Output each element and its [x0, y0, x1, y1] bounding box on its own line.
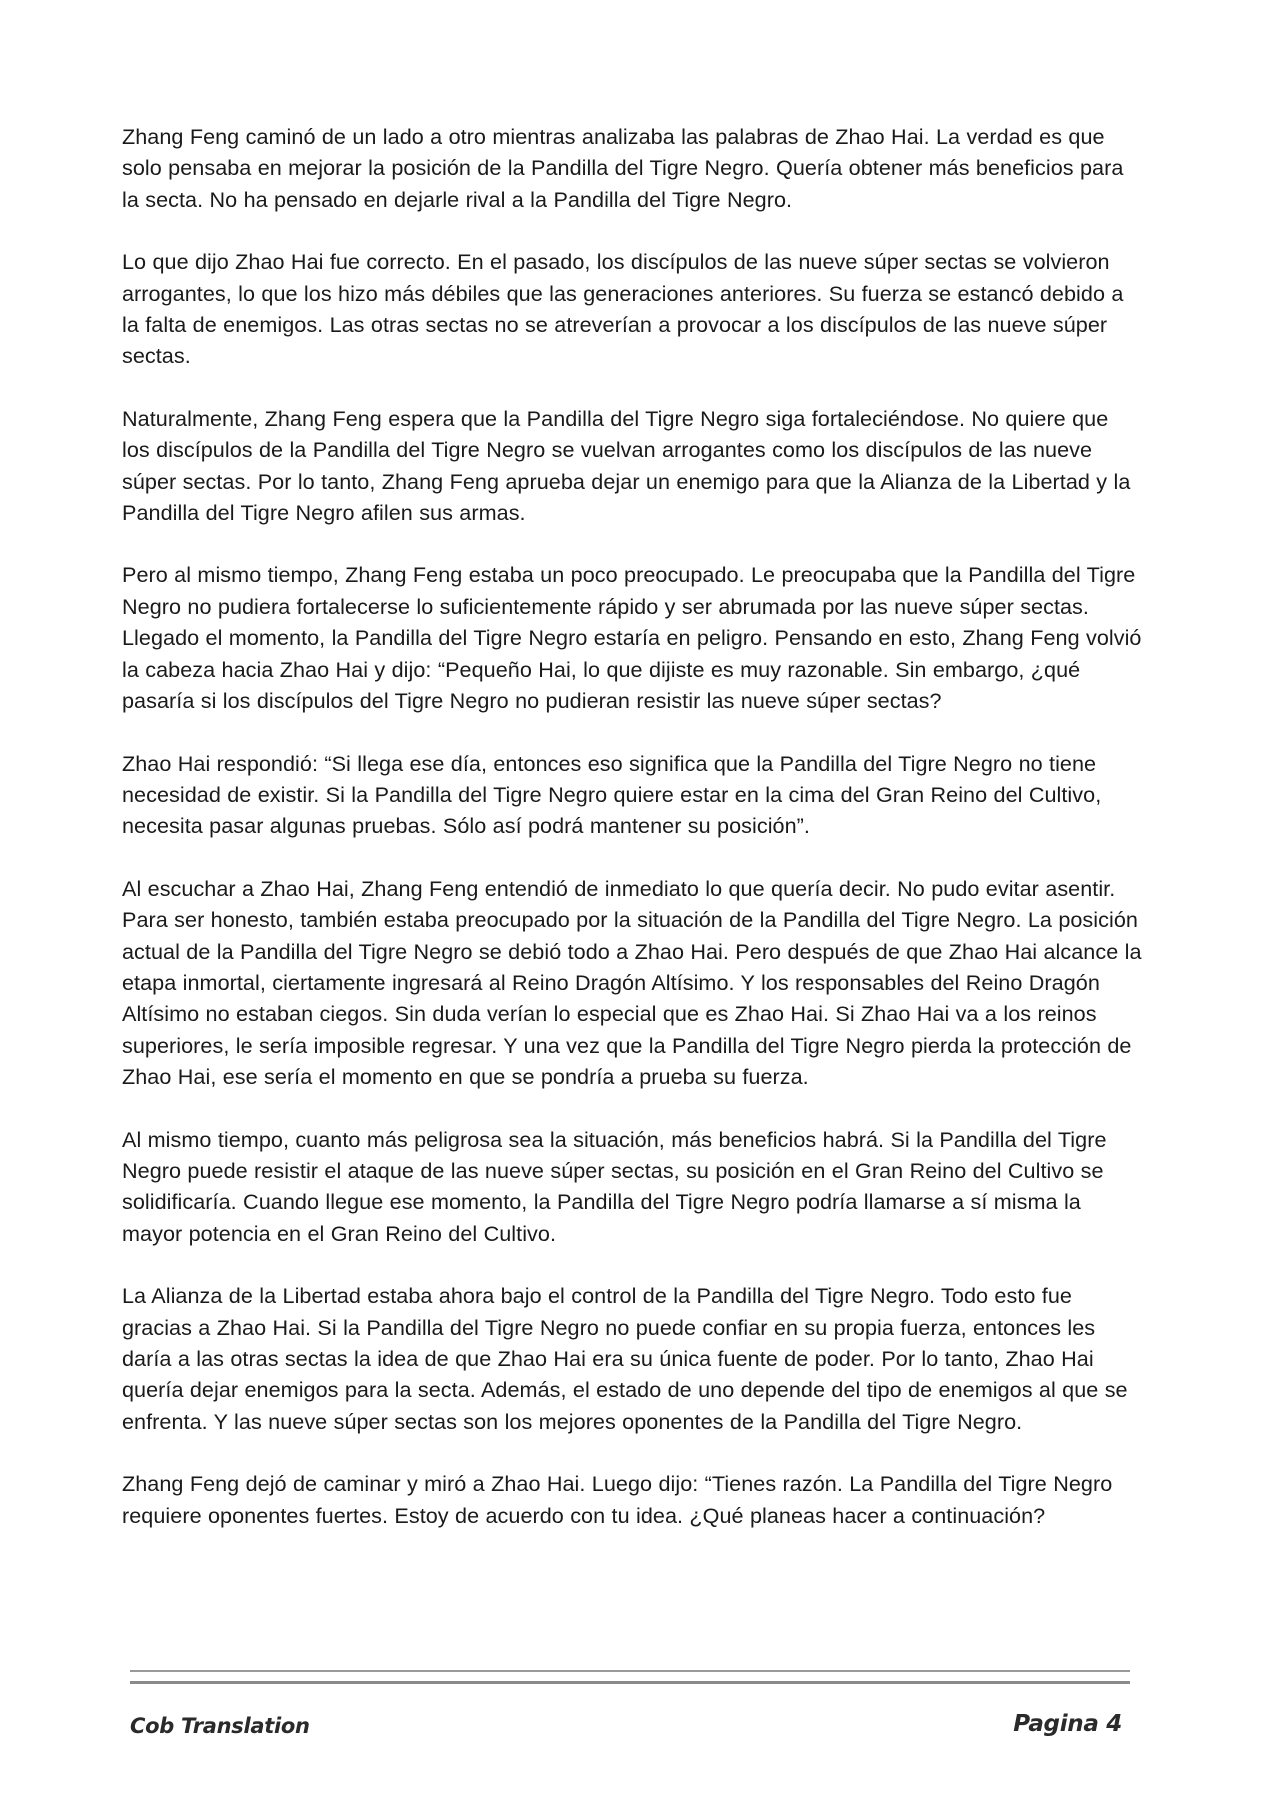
footer-page-number: Pagina 4	[1013, 1711, 1122, 1737]
paragraph: Lo que dijo Zhao Hai fue correcto. En el pasado, los discípulos de las nueve súper sectas se volvieron arrogantes, lo que los hizo más débiles que las generaciones anteriores. Su fuerza se estancó debido a la falta de enemigos. Las otras sectas no se atreverían a provocar a los discípulos de las nueve súper sectas.	[122, 249, 1124, 369]
paragraph: Al mismo tiempo, cuanto más peligrosa sea la situación, más beneficios habrá. Si la Pandilla del Tigre Negro puede resistir el ataque de las nueve súper sectas, su posición en el Gran Reino del Cultivo se solidificaría. Cuando llegue ese momento, la Pandilla del Tigre Negro podría llamarse a sí misma la mayor potencia en el Gran Reino del Cultivo.	[122, 1126, 1107, 1246]
paragraph: Naturalmente, Zhang Feng espera que la Pandilla del Tigre Negro siga fortaleciéndose. No quiere que los discípulos de la Pandilla del Tigre Negro se vuelvan arrogantes como los discípulos de las nueve súper sectas. Por lo tanto, Zhang Feng aprueba dejar un enemigo para que la Alianza de la Libertad y la Pandilla del Tigre Negro afilen sus armas.	[122, 405, 1131, 526]
paragraph: Pero al mismo tiempo, Zhang Feng estaba un poco preocupado. Le preocupaba que la Pandilla del Tigre Negro no pudiera fortalecerse lo suficientemente rápido y ser abrumada por las nueve súper sectas. Llegado el momento, la Pandilla del Tigre Negro estaría en peligro. Pensando en esto, Zhang Feng volvió la cabeza hacia Zhao Hai y dijo: “Pequeño Hai, lo que dijiste es muy razonable. Sin embargo, ¿qué pasaría si los discípulos del Tigre Negro no pudieran resistir las nueve súper sectas?	[122, 562, 1142, 714]
paragraph: Al escuchar a Zhao Hai, Zhang Feng entendió de inmediato lo que quería decir. No pudo evitar asentir. Para ser honesto, también estaba preocupado por la situación de la Pandilla del Tigre Negro. La posición actual de la Pandilla del Tigre Negro se debió todo a Zhao Hai. Pero después de que Zhao Hai alcance la etapa inmortal, ciertamente ingresará al Reino Dragón Altísimo. Y los responsables del Reino Dragón Altísimo no estaban ciegos. Sin duda verían lo especial que es Zhao Hai. Si Zhao Hai va a los reinos superiores, le sería imposible regresar. Y una vez que la Pandilla del Tigre Negro pierda la protección de Zhao Hai, ese sería el momento en que se pondría a prueba su fuerza.	[122, 875, 1142, 1090]
paragraph: Zhang Feng caminó de un lado a otro mientras analizaba las palabras de Zhao Hai. La verdad es que solo pensaba en mejorar la posición de la Pandilla del Tigre Negro. Quería obtener más beneficios para la secta. No ha pensado en dejarle rival a la Pandilla del Tigre Negro.	[122, 124, 1124, 212]
paragraph: La Alianza de la Libertad estaba ahora bajo el control de la Pandilla del Tigre Negro. Todo esto fue gracias a Zhao Hai. Si la Pandilla del Tigre Negro no puede confiar en su propia fuerza, entonces les daría a las otras sectas la idea de que Zhao Hai era su única fuente de poder. Por lo tanto, Zhao Hai quería dejar enemigos para la secta. Además, el estado de uno depende del tipo de enemigos al que se enfrenta. Y las nueve súper sectas son los mejores oponentes de la Pandilla del Tigre Negro.	[122, 1283, 1128, 1434]
document-body	[122, 121, 1142, 1562]
footer-divider-top	[130, 1670, 1130, 1672]
paragraph: Zhang Feng dejó de caminar y miró a Zhao Hai. Luego dijo: “Tienes razón. La Pandilla del Tigre Negro requiere oponentes fuertes. Estoy de acuerdo con tu idea. ¿Qué planeas hacer a continuación?	[122, 1471, 1113, 1528]
paragraph: Zhao Hai respondió: “Si llega ese día, entonces eso significa que la Pandilla del Tigre Negro no tiene necesidad de existir. Si la Pandilla del Tigre Negro quiere estar en la cima del Gran Reino del Cultivo, necesita pasar algunas pruebas. Sólo así podrá mantener su posición”.	[122, 750, 1102, 839]
footer-translator-name: Cob Translation	[130, 1714, 310, 1738]
footer-divider-bottom	[130, 1681, 1130, 1684]
